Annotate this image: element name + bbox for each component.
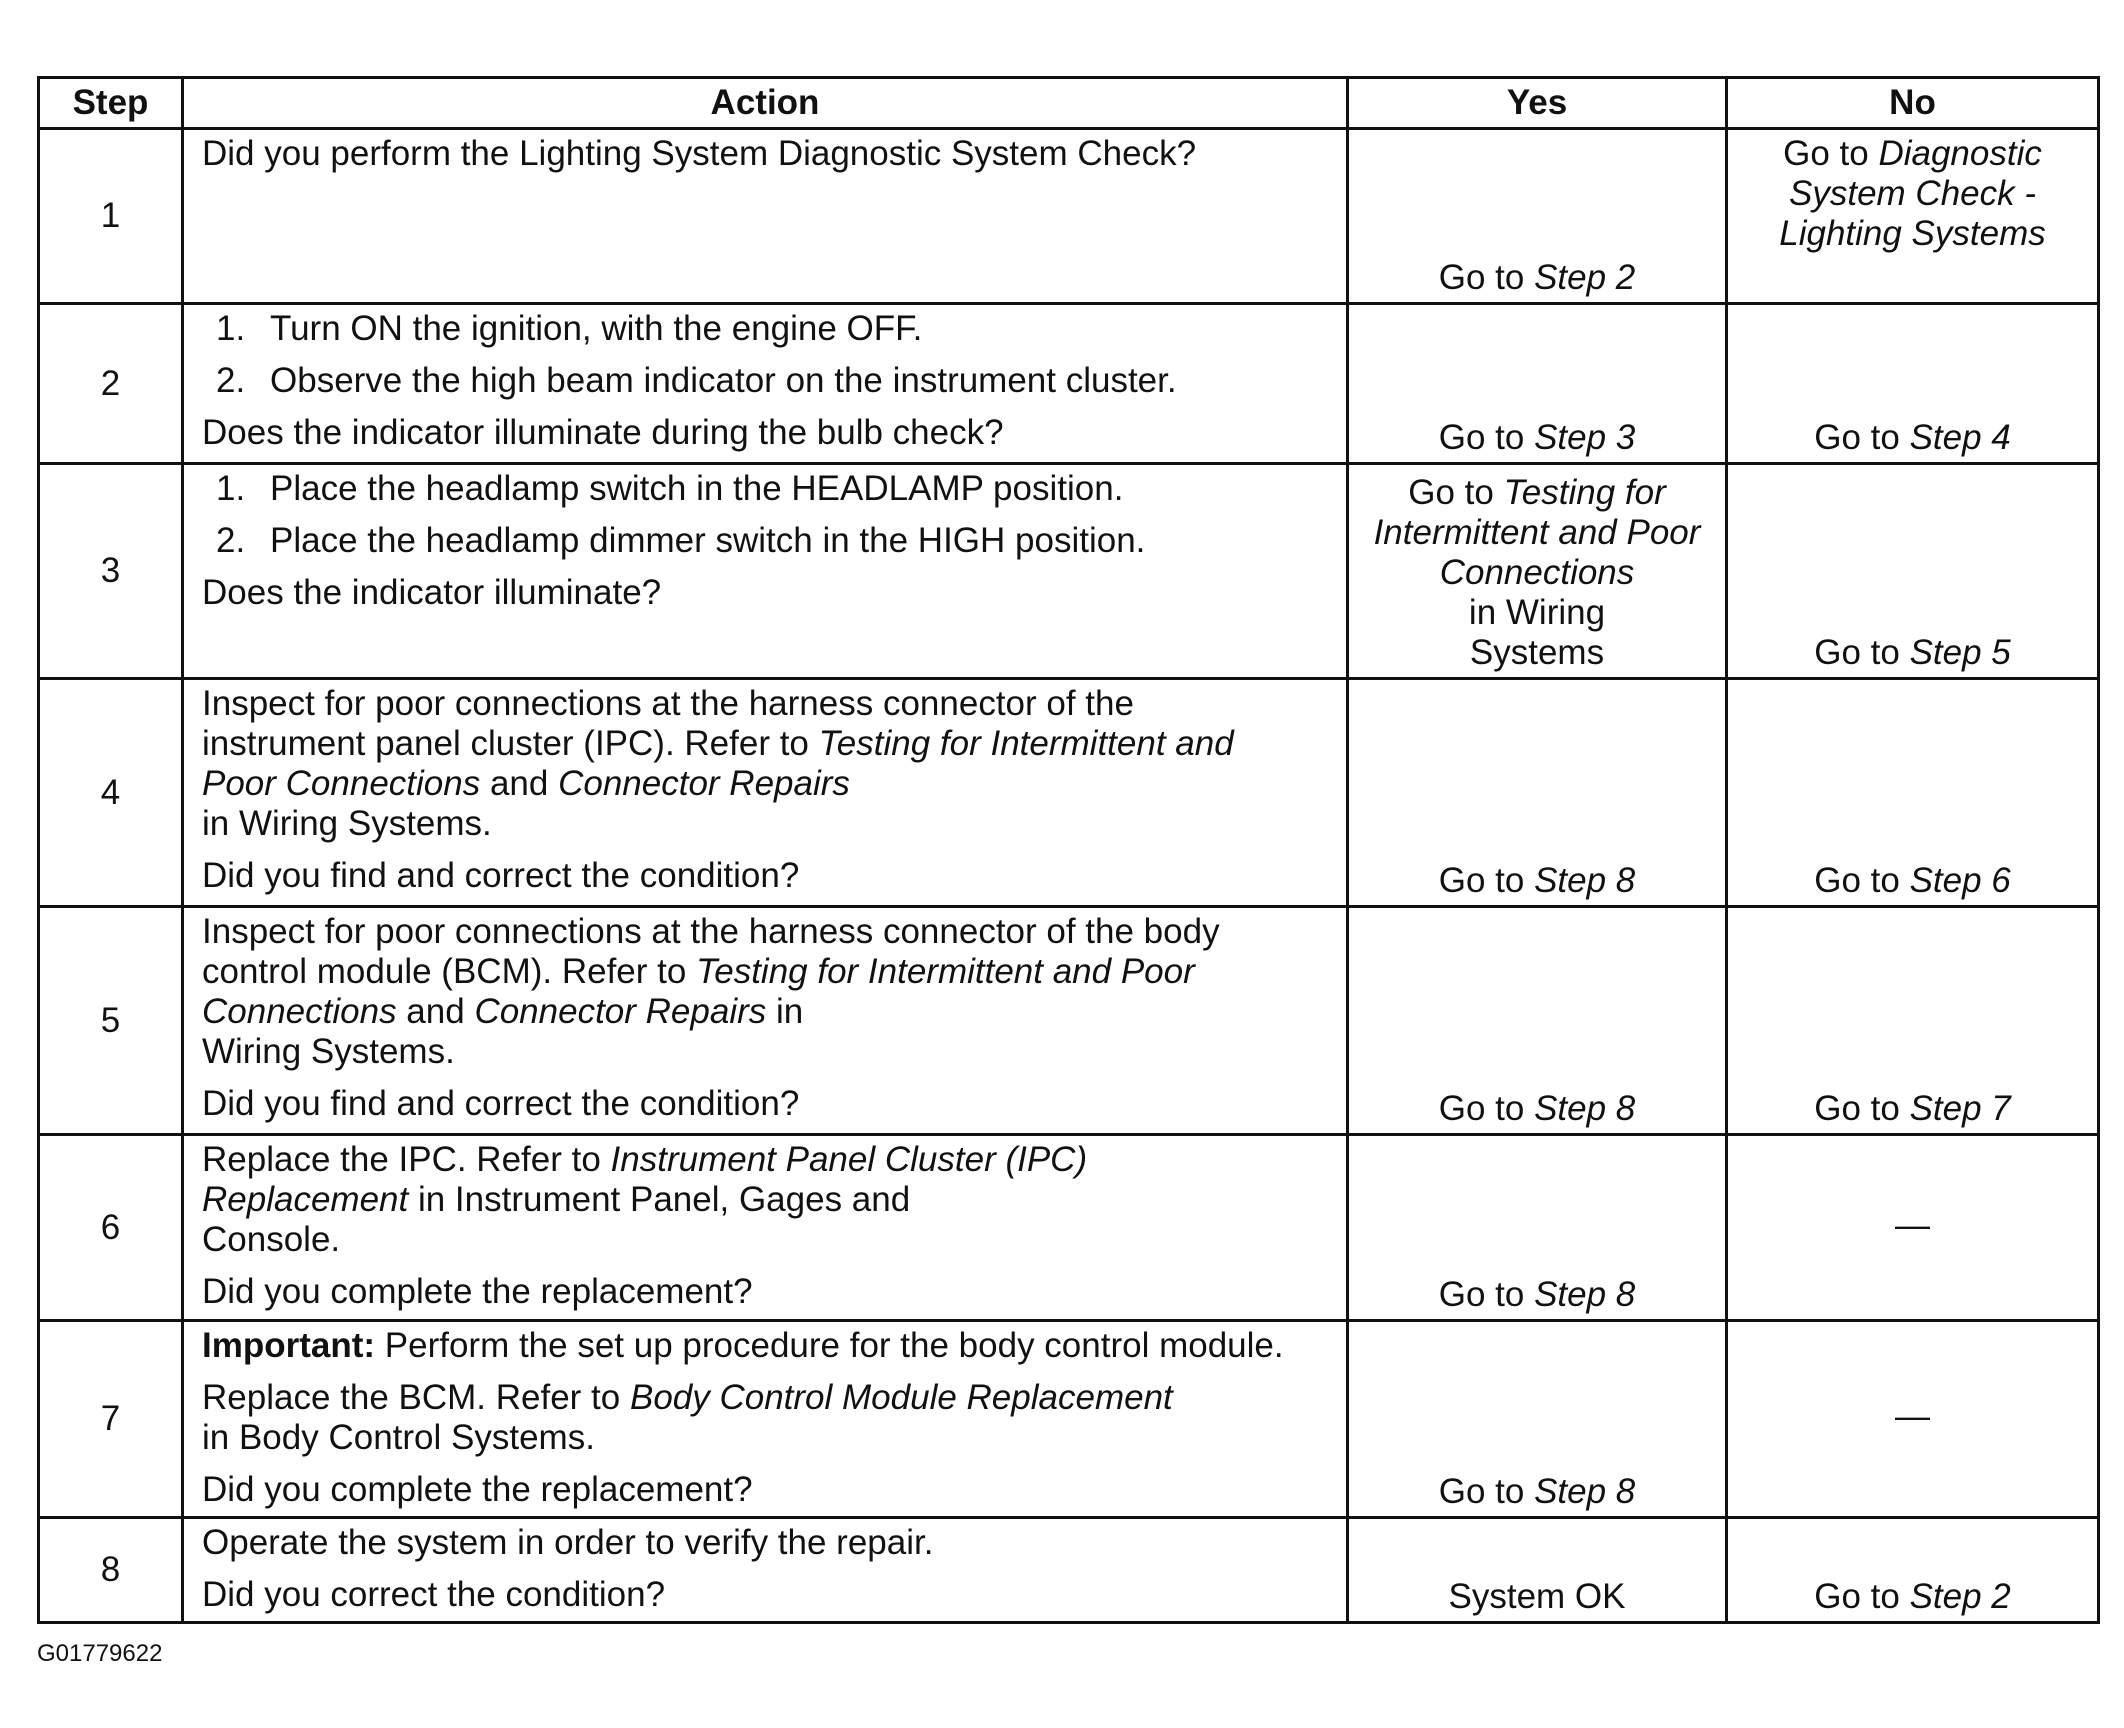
action-cell [183,304,1348,464]
diagnostic-table [37,76,2100,1624]
action-cell: Important: Perform the set up procedure for the body control module. Replace the BCM. Refer to Body Control Module Replacement in Body Control Systems. Did you complete the replacement? [183,1321,1348,1518]
table-row [39,1321,2099,1518]
step-link[interactable]: Step 8 [1534,1089,1636,1128]
step-number: 8 [39,1518,183,1623]
procedure-link[interactable]: Connections [1439,553,1635,592]
no-cell [1727,1135,2099,1321]
yes-cell [1348,129,1727,304]
procedure-link[interactable]: Connections [202,992,397,1031]
step-link[interactable]: Step 4 [1909,418,2011,457]
procedure-link[interactable]: System Check - [1789,174,2036,213]
step-link[interactable]: Step 8 [1534,1472,1636,1511]
table-row [39,1518,2099,1623]
step-number: 4 [39,679,183,907]
action-cell [183,464,1348,679]
action-question: Did you find and correct the condition? [202,1084,800,1123]
procedure-link[interactable]: Connector Repairs [474,992,767,1031]
action-item: 1. Turn ON the ignition, with the engine OFF. [216,309,923,348]
action-item: 1. Place the headlamp switch in the HEADLAMP position. [216,469,1124,508]
table-row [39,304,2099,464]
procedure-link[interactable]: Lighting Systems [1779,214,2046,253]
goto-text: Go to [1783,134,1869,173]
step-number: 2 [39,304,183,464]
action-question: Does the indicator illuminate? [202,573,662,612]
yes-cell: Go to Step 8 [1348,679,1727,907]
result-text: System OK [1448,1577,1626,1616]
table-row [39,129,2099,304]
action-question: Did you find and correct the condition? [202,856,800,895]
table-row [39,679,2099,907]
action-item: 2. Observe the high beam indicator on the instrument cluster. [216,361,1177,400]
step-number: 7 [39,1321,183,1518]
procedure-link[interactable]: Testing for Intermittent and [818,724,1234,763]
step-link[interactable]: Step 3 [1534,418,1636,457]
step-link[interactable]: Step 2 [1534,258,1636,297]
procedure-link[interactable]: Testing for [1503,473,1666,512]
procedure-link[interactable]: Connector Repairs [558,764,850,803]
procedure-link[interactable]: Diagnostic [1878,134,2042,173]
action-question: Does the indicator illuminate during the bulb check? [202,413,1004,452]
action-question: Did you perform the Lighting System Diagnostic System Check? [202,134,1197,173]
header-row [39,78,2099,129]
yes-cell: Go to Step 8 [1348,907,1727,1135]
no-cell [1727,1321,2099,1518]
header-step: Step [39,78,183,129]
action-cell: Operate the system in order to verify the repair. Did you correct the condition? [183,1518,1348,1623]
no-cell: Go to Step 5 [1727,464,2099,679]
procedure-link[interactable]: Testing for Intermittent and Poor [696,952,1195,991]
header-action: Action [183,78,1348,129]
step-link[interactable]: Step 6 [1909,861,2011,900]
yes-cell: Go to Testing for Intermittent and Poor Connections in Wiring Systems [1348,464,1727,679]
not-applicable-dash: — [1895,1205,1930,1245]
action-item: 2. Place the headlamp dimmer switch in the HIGH position. [216,521,1146,560]
procedure-link[interactable]: Body Control Module Replacement [629,1378,1173,1417]
step-link[interactable]: Step 8 [1534,861,1636,900]
no-cell: Go to Step 6 [1727,679,2099,907]
procedure-link[interactable]: Intermittent and Poor [1373,513,1701,552]
step-link[interactable]: Step 7 [1909,1089,2011,1128]
action-cell: Inspect for poor connections at the harness connector of the body control module (BCM). Refer to Testing for Intermittent and Poor Connections and Connector Repairs in Wiring Systems. Did you find and correct the condition? [183,907,1348,1135]
action-question: Did you correct the condition? [202,1575,666,1614]
action-cell: Inspect for poor connections at the harness connector of the instrument panel cluster (IPC). Refer to Testing for Intermittent and Poor Connections and Connector Repairs in Wiring Systems. Did you find and correct the condition? [183,679,1348,907]
yes-cell [1348,1518,1727,1623]
step-number: 1 [39,129,183,304]
action-question: Did you complete the replacement? [202,1272,753,1311]
yes-cell: Go to Step 3 [1348,304,1727,464]
goto-text: Go to [1438,258,1525,297]
table-row [39,907,2099,1135]
important-label: Important: [202,1326,376,1365]
figure-id: G01779622 [37,1640,163,1667]
step-number: 3 [39,464,183,679]
no-cell: Go to Step 7 [1727,907,2099,1135]
procedure-link[interactable]: Instrument Panel Cluster (IPC) [610,1140,1088,1179]
table-row [39,1135,2099,1321]
no-cell [1727,129,2099,304]
header-no: No [1727,78,2099,129]
step-number: 5 [39,907,183,1135]
action-cell: Replace the IPC. Refer to Instrument Panel Cluster (IPC) Replacement in Instrument Panel, Gages and Console. Did you complete the replacement? [183,1135,1348,1321]
step-link[interactable]: Step 2 [1909,1577,2011,1616]
yes-cell: Go to Step 8 [1348,1135,1727,1321]
table-row [39,464,2099,679]
no-cell: Go to Step 2 [1727,1518,2099,1623]
step-link[interactable]: Step 5 [1909,633,2011,672]
procedure-link[interactable]: Poor Connections [202,764,481,803]
not-applicable-dash: — [1895,1397,1930,1436]
no-cell: Go to Step 4 [1727,304,2099,464]
header-yes: Yes [1348,78,1727,129]
step-link[interactable]: Step 8 [1534,1275,1636,1314]
action-cell [183,129,1348,304]
yes-cell: Go to Step 8 [1348,1321,1727,1518]
action-question: Did you complete the replacement? [202,1470,753,1509]
step-number: 6 [39,1135,183,1321]
procedure-link[interactable]: Replacement [202,1180,409,1219]
